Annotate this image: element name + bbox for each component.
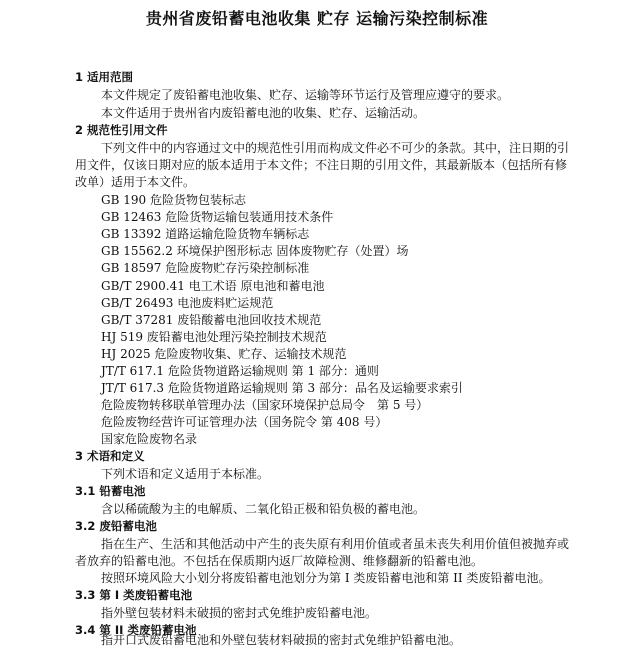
term-definition: 指开口式废铅蓄电池和外壁包装材料破损的密封式免维护铅蓄电池。 (101, 633, 462, 647)
term-heading: 3.2 废铅蓄电池 (75, 519, 157, 533)
section-heading: 3 术语和定义 (75, 449, 145, 463)
reference-item: 危险废物经营许可证管理办法（国务院令 第 408 号） (101, 415, 388, 429)
term-definition: 含以稀硫酸为主的电解质、二氧化铅正极和铅负极的蓄电池。 (101, 502, 426, 516)
reference-item: HJ 519 废铅蓄电池处理污染控制技术规范 (101, 330, 327, 344)
paragraph: 下列文件中的内容通过文中的规范性引用而构成文件必不可少的条款。其中，注日期的引 (101, 141, 570, 155)
section-heading: 2 规范性引用文件 (75, 123, 168, 137)
reference-item: HJ 2025 危险废物收集、贮存、运输技术规范 (101, 347, 347, 361)
reference-item: GB 190 危险货物包装标志 (101, 193, 246, 207)
term-heading: 3.1 铅蓄电池 (75, 484, 146, 498)
term-definition: 按照环境风险大小划分将废铅蓄电池划分为第 I 类废铅蓄电池和第 II 类废铅蓄电池。 (101, 571, 551, 585)
paragraph: 本文件规定了废铅蓄电池收集、贮存、运输等环节运行及管理应遵守的要求。 (101, 88, 510, 102)
reference-item: JT/T 617.3 危险货物道路运输规则 第 3 部分：品名及运输要求索引 (101, 381, 463, 395)
reference-item: GB 15562.2 环境保护图形标志 固体废物贮存（处置）场 (101, 244, 409, 258)
reference-item: 危险废物转移联单管理办法（国家环境保护总局令 第 5 号） (101, 398, 429, 412)
reference-item: GB/T 26493 电池废料贮运规范 (101, 296, 274, 310)
section-heading: 1 适用范围 (75, 70, 134, 84)
paragraph: 改单）适用于本文件。 (75, 175, 196, 189)
document-title: 贵州省废铅蓄电池收集 贮存 运输污染控制标准 (145, 9, 489, 28)
reference-item: GB/T 37281 废铅酸蓄电池回收技术规范 (101, 313, 322, 327)
term-definition: 者放弃的铅蓄电池。不包括在保质期内返厂故障检测、维修翻新的铅蓄电池。 (75, 554, 484, 568)
term-heading: 3.3 第 I 类废铅蓄电池 (75, 588, 193, 602)
reference-item: GB 13392 道路运输危险货物车辆标志 (101, 227, 310, 241)
reference-item: GB 12463 危险货物运输包装通用技术条件 (101, 210, 334, 224)
term-definition: 指外壁包装材料未破损的密封式免维护废铅蓄电池。 (101, 606, 378, 620)
reference-item: GB/T 2900.41 电工术语 原电池和蓄电池 (101, 279, 325, 293)
reference-item: 国家危险废物名录 (101, 432, 198, 446)
paragraph: 下列术语和定义适用于本标准。 (101, 467, 270, 481)
reference-item: GB 18597 危险废物贮存污染控制标准 (101, 261, 310, 275)
term-heading: 3.4 第 II 类废铅蓄电池 (75, 623, 197, 637)
reference-item: JT/T 617.1 危险货物道路运输规则 第 1 部分：通则 (101, 364, 379, 378)
paragraph: 用文件，仅该日期对应的版本适用于本文件；不注日期的引用文件，其最新版本（包括所有修 (75, 158, 568, 172)
paragraph: 本文件适用于贵州省内废铅蓄电池的收集、贮存、运输活动。 (101, 106, 426, 120)
term-definition: 指在生产、生活和其他活动中产生的丧失原有利用价值或者虽未丧失利用价值但被抛弃或 (101, 537, 570, 551)
